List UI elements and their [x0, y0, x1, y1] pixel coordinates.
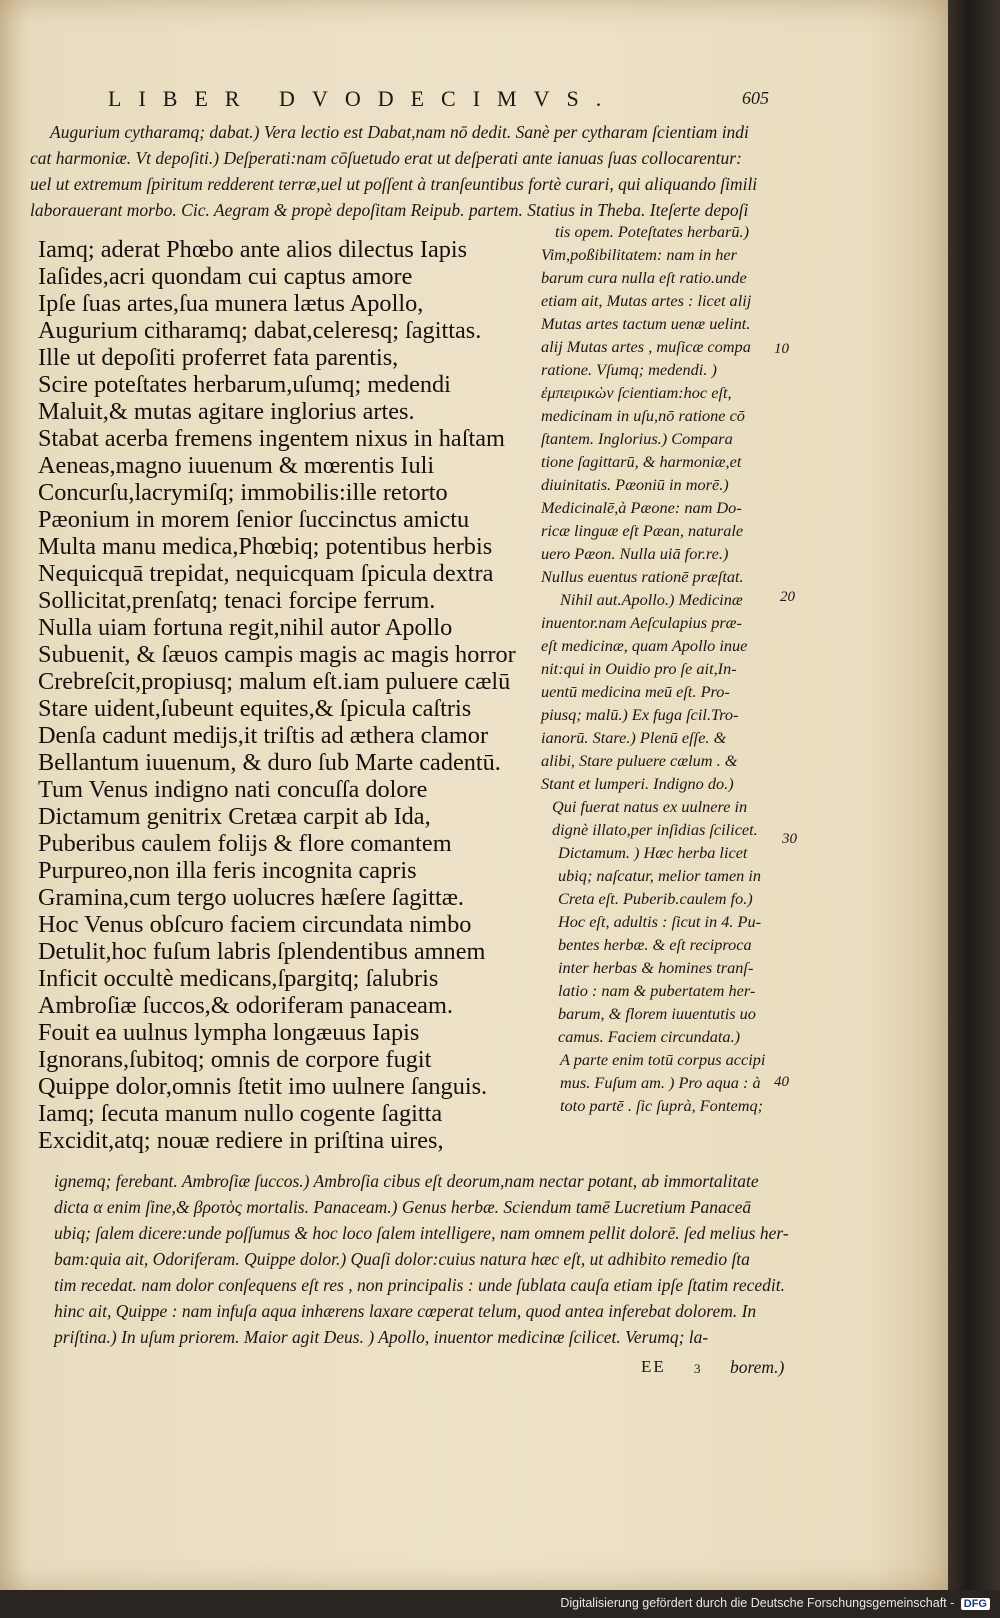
margin-note: mus. Fuſum am. ) Pro aqua : à	[560, 1073, 761, 1092]
signature-mark: EE	[641, 1357, 666, 1376]
margin-note: medicinam in uſu,nō ratione cō	[541, 406, 745, 425]
commentary-line: hinc ait, Quippe : nam infuſa aqua inhærens laxare cœperat telum, quod antea inferebat dolorem. In	[54, 1301, 757, 1321]
verse-line: Fouit ea uulnus lympha longæuus Iapis	[38, 1019, 420, 1046]
verse-line: Aeneas,magno iuuenum & mœrentis Iuli	[38, 452, 435, 479]
commentary-line: bam:quia ait, Odoriferam. Quippe dolor.) Quaſi dolor:cuius natura hæc eſt, ut adhibito remedio ſta	[54, 1249, 750, 1269]
running-header: LIBER DVODECIMVS.	[108, 86, 619, 111]
footer-text: Digitalisierung gefördert durch die Deutsche Forschungsgemeinschaft -	[560, 1596, 958, 1610]
verse-line: Detulit,hoc fuſum labris ſplendentibus amnem	[38, 938, 486, 965]
verse-line: Maluit,& mutas agitare inglorius artes.	[38, 398, 415, 425]
margin-note: Dictamum. ) Hæc herba licet	[558, 843, 748, 862]
verse-line: Pæonium in morem ſenior ſuccinctus amictu	[38, 506, 470, 533]
margin-note: uero Pæon. Nulla uiā for.re.)	[541, 544, 729, 563]
margin-note: camus. Faciem circundata.)	[558, 1027, 741, 1046]
verse-line: Excidit,atq; nouæ rediere in priſtina uires,	[38, 1127, 444, 1154]
margin-note: Hoc eſt, adultis : ſicut in 4. Pu-	[558, 912, 762, 931]
commentary-line: ubiq; ſalem dicere:unde poſſumus & hoc loco ſalem intelligere, nam omnem pellit dolorē. ſed melius her-	[54, 1223, 789, 1243]
verse-line: Iamq; ſecuta manum nullo cogente ſagitta	[38, 1100, 443, 1127]
margin-note: Qui fuerat natus ex uulnere in	[552, 797, 748, 816]
margin-note: ratione. Vſumq; medendi. )	[541, 360, 717, 379]
verse-line: Concurſu,lacrymiſq; immobilis:ille retorto	[38, 479, 448, 506]
margin-note: Nullus euentus rationē præſtat.	[541, 567, 744, 586]
verse-line: Crebreſcit,propiusq; malum eſt.iam puluere cælū	[38, 668, 511, 695]
commentary-line: uel ut extremum ſpiritum redderent terræ,uel ut poſſent à tranſeuntibus fortè curari, qui aliquando ſimili	[30, 174, 758, 194]
verse-line: Sollicitat,prenſatq; tenaci forcipe ferrum.	[38, 587, 436, 614]
verse-line: Stare uident,ſubeunt equites,& ſpicula caſtris	[38, 695, 472, 722]
commentary-line: laborauerant morbo. Cic. Aegram & propè depoſitam Reipub. partem. Statius in Theba. Iteſerte depoſi	[30, 200, 749, 220]
margin-note: ubiq; naſcatur, melior tamen in	[558, 866, 762, 885]
margin-note: bentes herbæ. & eſt reciproca	[558, 935, 752, 954]
verse-line: Iamq; aderat Phœbo ante alios dilectus Iapis	[38, 236, 468, 263]
dfg-logo: DFG	[961, 1598, 990, 1610]
verse-line: Scire poteſtates herbarum,uſumq; medendi	[38, 371, 451, 398]
margin-note: Mutas artes tactum uenæ uelint.	[541, 314, 751, 333]
margin-note: Medicinalē,à Pæone: nam Do-	[541, 498, 742, 517]
margin-note: A parte enim totū corpus accipi	[560, 1050, 766, 1069]
commentary-line: ignemq; ferebant. Ambroſiæ ſuccos.) Ambroſia cibus eſt deorum,nam nectar potant, ab immortalitate	[54, 1171, 759, 1191]
margin-note: latio : nam & pubertatem her-	[558, 981, 756, 1000]
verse-line: Nulla uiam fortuna regit,nihil autor Apollo	[38, 614, 453, 641]
margin-note: inter herbas & homines tranſ-	[558, 958, 754, 977]
commentary-line: cat harmoniæ. Vt depoſiti.) Deſperati:nam cōſuetudo erat ut deſperati ante ianuas ſuas collocarentur:	[30, 148, 742, 168]
margin-note: dignè illato,per inſidias ſcilicet.	[552, 820, 758, 839]
line-number: 40	[774, 1074, 789, 1090]
margin-note: ἐμπειρικὼν ſcientiam:hoc eſt,	[541, 383, 732, 402]
page-number: 605	[742, 88, 769, 108]
margin-note: piusq; malū.) Ex fuga ſcil.Tro-	[541, 705, 739, 724]
margin-note: ricæ linguæ eſt Pæan, naturale	[541, 521, 744, 540]
margin-note: uentū medicina meū eſt. Pro-	[541, 682, 730, 701]
verse-line: Denſa cadunt medijs,it triſtis ad æthera clamor	[38, 722, 489, 749]
line-number: 20	[780, 589, 795, 605]
verse-line: Dictamum genitrix Cretæa carpit ab Ida,	[38, 803, 431, 830]
line-number: 30	[782, 831, 797, 847]
verse-line: Stabat acerba fremens ingentem nixus in haſtam	[38, 425, 505, 452]
margin-note: etiam ait, Mutas artes : licet alij	[541, 291, 752, 310]
margin-note: nit:qui in Ouidio pro ſe ait,In-	[541, 659, 737, 678]
margin-note: Creta eſt. Puberib.caulem fo.)	[558, 889, 753, 908]
verse-line: Multa manu medica,Phœbiq; potentibus herbis	[38, 533, 493, 560]
margin-note: tis opem. Poteſtates herbarū.)	[555, 222, 749, 241]
verse-line: Tum Venus indigno nati concuſſa dolore	[38, 776, 428, 803]
verse-line: Ignorans,ſubitoq; omnis de corpore fugit	[38, 1046, 432, 1073]
margin-note: toto partē . ſic ſuprà, Fontemq;	[560, 1096, 764, 1115]
signature-number: 3	[694, 1361, 701, 1376]
verse-line: Purpureo,non illa feris incognita capris	[38, 857, 417, 884]
margin-note: ianorū. Stare.) Plenū eſſe. &	[541, 728, 727, 747]
margin-note: alibi, Stare puluere cælum . &	[541, 751, 738, 770]
verse-line: Iaſides,acri quondam cui captus amore	[38, 263, 413, 290]
margin-note: ſtantem. Inglorius.) Compara	[541, 429, 733, 448]
commentary-line: priſtina.) In uſum priorem. Maior agit Deus. ) Apollo, inuentor medicinæ ſcilicet. Verumq; la-	[54, 1327, 709, 1347]
catchword: borem.)	[730, 1357, 785, 1377]
margin-note: eſt medicinæ, quam Apollo inue	[541, 636, 748, 655]
commentary-line: Augurium cytharamq; dabat.) Vera lectio est Dabat,nam nō dedit. Sanè per cytharam ſcientiam indi	[50, 122, 749, 142]
margin-note: alij Mutas artes , muſicæ compa	[541, 337, 751, 356]
margin-note: Vim,poßibilitatem: nam in her	[541, 245, 737, 264]
verse-line: Ipſe ſuas artes,ſua munera lætus Apollo,	[38, 290, 424, 317]
margin-note: diuinitatis. Pæoniū in morē.)	[541, 475, 729, 494]
verse-line: Bellantum iuuenum, & duro ſub Marte cadentū.	[38, 749, 501, 776]
margin-note: tione ſagittarū, & harmoniæ,et	[541, 452, 742, 471]
margin-note: Stant et lumperi. Indigno do.)	[541, 774, 734, 793]
line-number: 10	[774, 341, 789, 357]
verse-line: Puberibus caulem folijs & flore comantem	[38, 830, 452, 857]
margin-note: inuentor.nam Aeſculapius præ-	[541, 613, 742, 632]
verse-line: Subuenit, & ſæuos campis magis ac magis horror	[38, 641, 516, 668]
margin-note: Nihil aut.Apollo.) Medicinæ	[560, 590, 743, 609]
commentary-line: dicta α enim ſine,& βροτὸς mortalis. Panaceam.) Genus herbæ. Sciendum tamē Lucretium Panaceā	[54, 1197, 752, 1217]
verse-line: Quippe dolor,omnis ſtetit imo uulnere ſanguis.	[38, 1073, 488, 1100]
verse-line: Gramina,cum tergo uolucres hæſere ſagittæ.	[38, 884, 464, 911]
margin-note: barum, & florem iuuentutis uo	[558, 1004, 756, 1023]
verse-line: Ambroſiæ ſuccos,& odoriferam panaceam.	[38, 992, 453, 1019]
book-edge	[948, 0, 1000, 1590]
verse-line: Ille ut depoſiti proferret fata parentis,	[38, 344, 399, 371]
commentary-line: tim recedat. nam dolor conſequens eſt res , non principalis : unde ſublata cauſa etiam ipſe ſtatim recedit.	[54, 1275, 785, 1295]
verse-line: Inficit occultè medicans,ſpargitq; ſalubris	[38, 965, 439, 992]
digitization-footer	[490, 1596, 990, 1610]
verse-line: Augurium citharamq; dabat,celeresq; ſagittas.	[38, 317, 482, 344]
verse-line: Hoc Venus obſcuro faciem circundata nimbo	[38, 911, 472, 938]
margin-note: barum cura nulla eſt ratio.unde	[541, 268, 747, 287]
verse-line: Nequicquā trepidat, nequicquam ſpicula dextra	[38, 560, 494, 587]
